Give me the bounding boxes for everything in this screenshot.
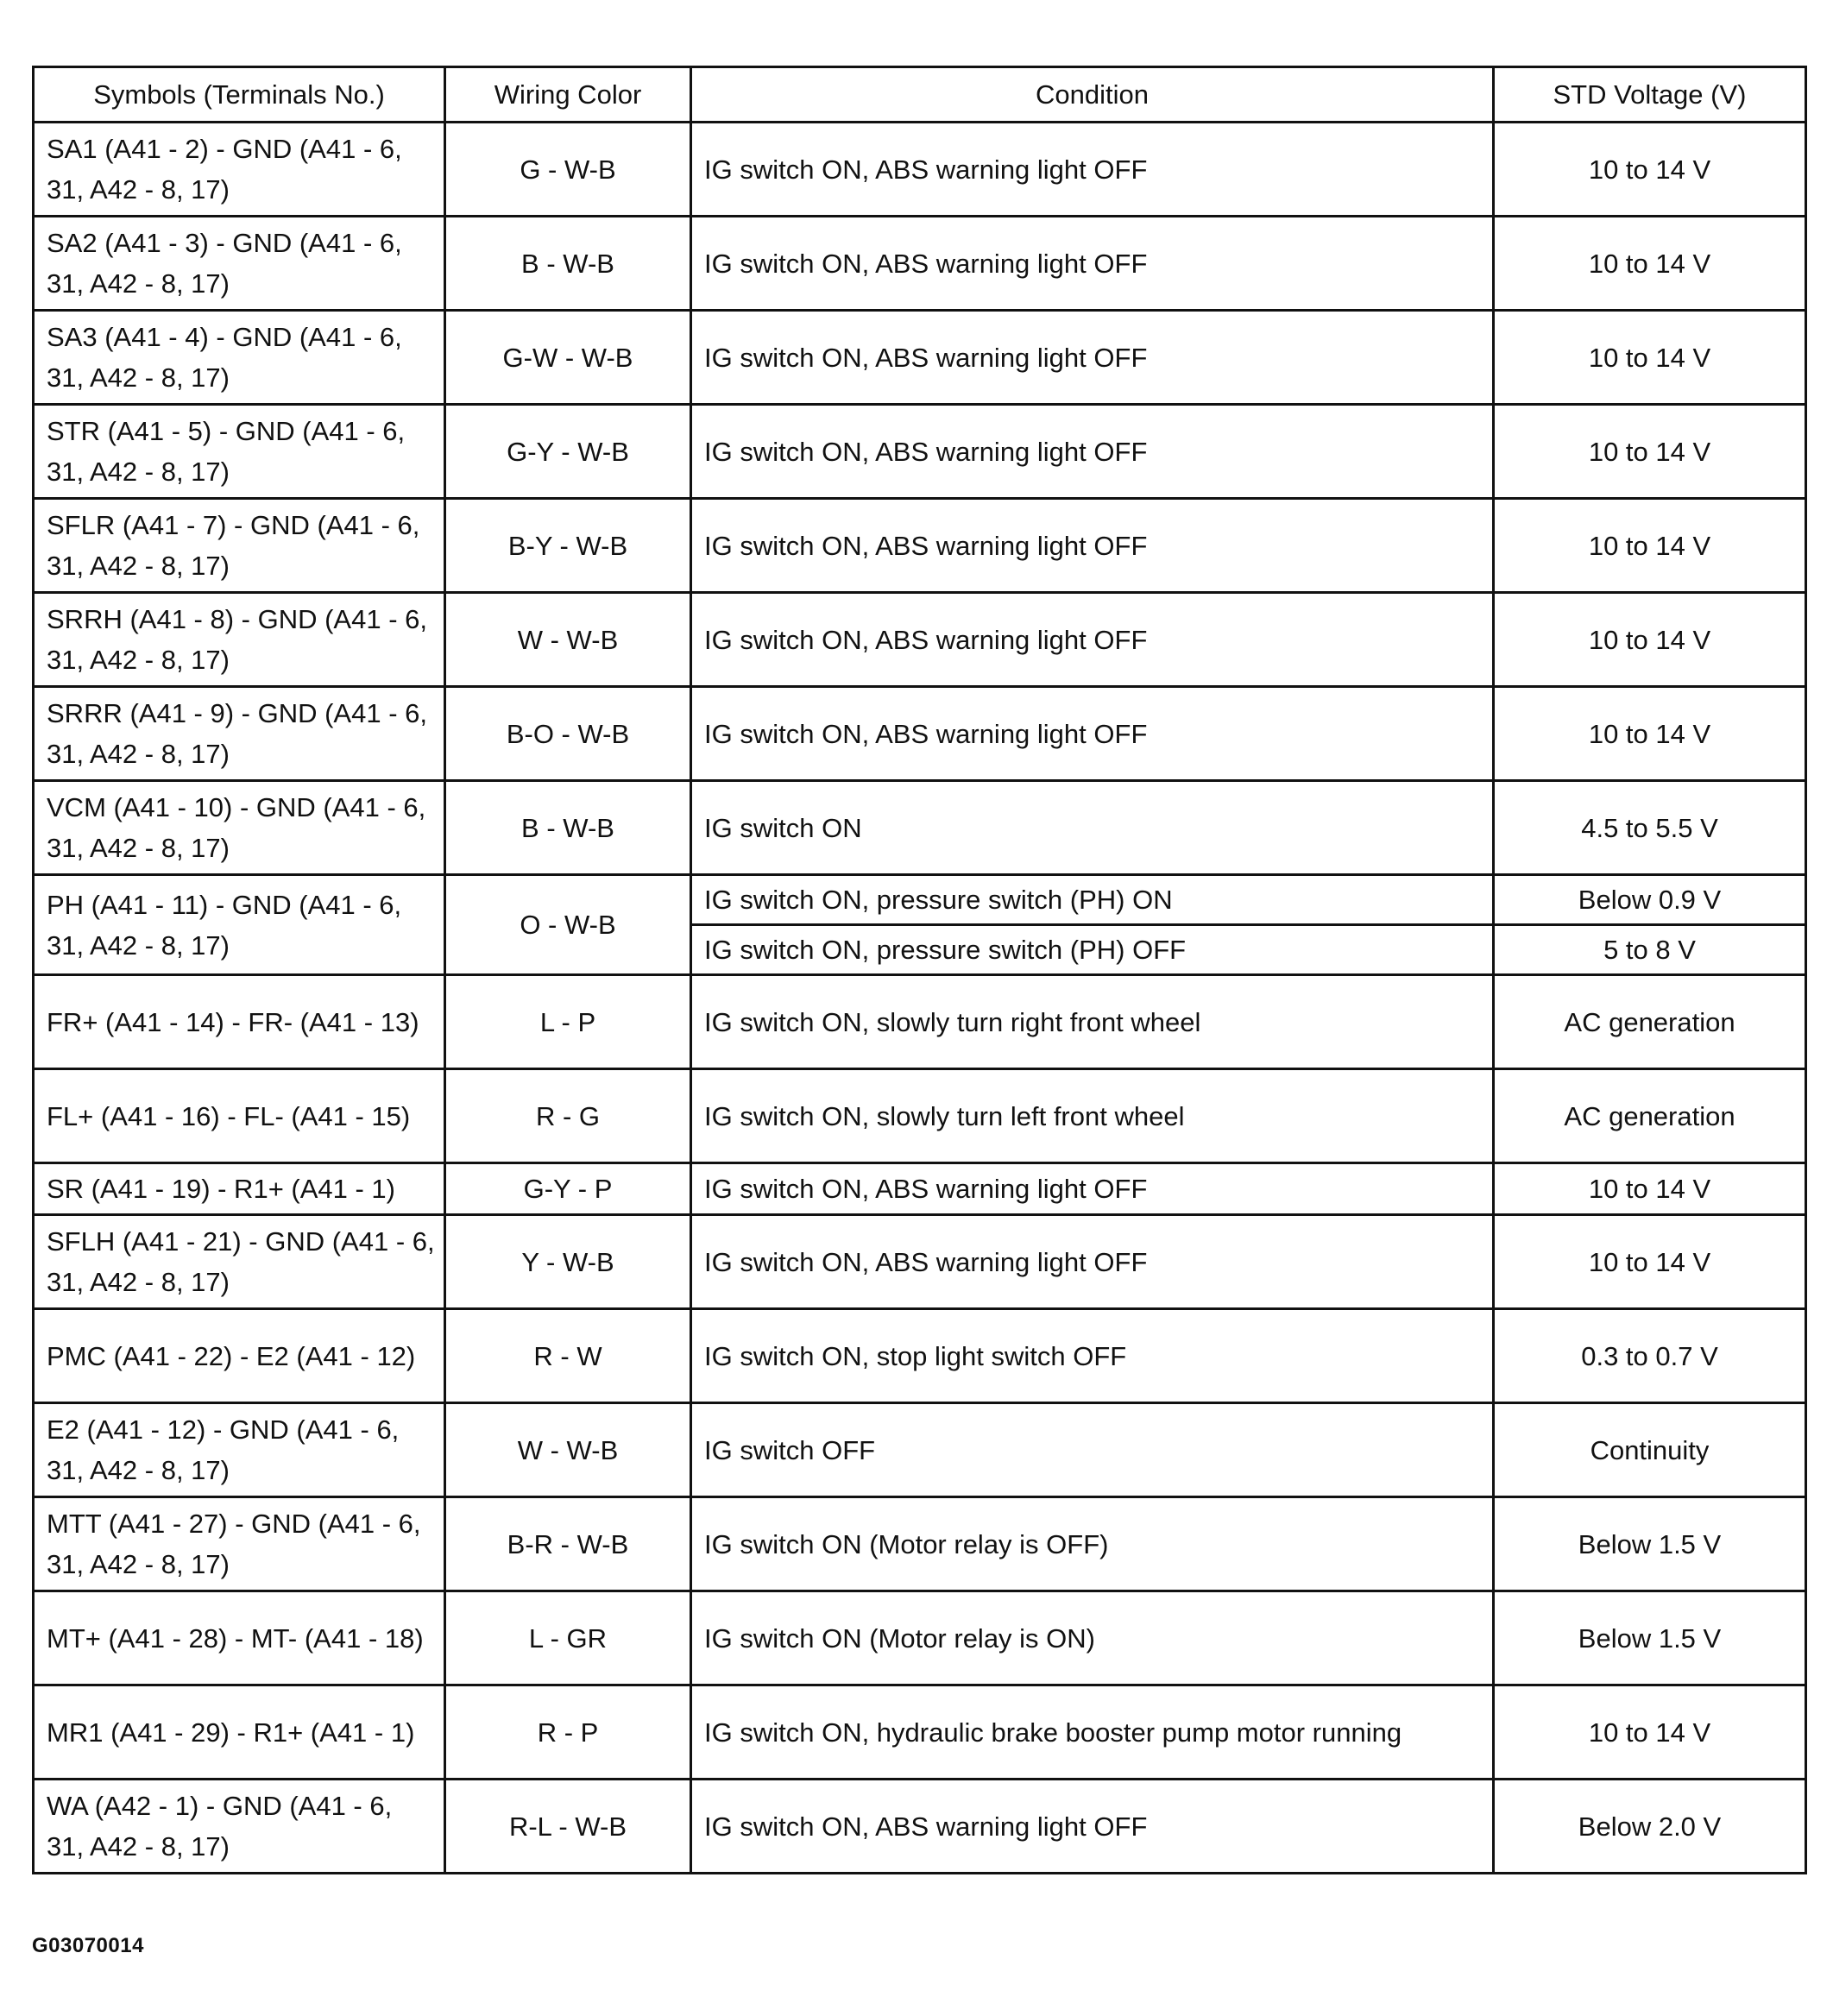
table-row [34,1069,1806,1163]
condition-cell: IG switch ON, ABS warning light OFF [691,1780,1494,1874]
table-row [34,593,1806,687]
std-voltage-cell: AC generation [1494,975,1806,1069]
std-voltage-cell: 10 to 14 V [1494,687,1806,781]
condition-cell: IG switch ON, ABS warning light OFF [691,1215,1494,1309]
wiring-color-cell: B - W-B [445,217,691,311]
wiring-color-cell: L - P [445,975,691,1069]
std-voltage-cell: 10 to 14 V [1494,1215,1806,1309]
wiring-color-cell: G-W - W-B [445,311,691,405]
table-row [34,1163,1806,1215]
wiring-color-cell: G-Y - P [445,1163,691,1215]
symbol-cell: MT+ (A41 - 28) - MT- (A41 - 18) [34,1591,445,1685]
table-row [34,975,1806,1069]
symbol-cell: SRRH (A41 - 8) - GND (A41 - 6, 31, A42 - 8, 17) [34,593,445,687]
symbol-cell: STR (A41 - 5) - GND (A41 - 6, 31, A42 - 8, 17) [34,405,445,499]
symbol-cell: MTT (A41 - 27) - GND (A41 - 6, 31, A42 - 8, 17) [34,1497,445,1591]
wiring-color-cell: R - G [445,1069,691,1163]
condition-cell: IG switch ON, ABS warning light OFF [691,499,1494,593]
std-voltage-cell: Below 2.0 V [1494,1780,1806,1874]
header-symbols: Symbols (Terminals No.) [34,67,445,123]
symbol-cell: PMC (A41 - 22) - E2 (A41 - 12) [34,1309,445,1403]
symbol-cell: SFLR (A41 - 7) - GND (A41 - 6, 31, A42 - 8, 17) [34,499,445,593]
symbol-cell: SA3 (A41 - 4) - GND (A41 - 6, 31, A42 - 8, 17) [34,311,445,405]
wiring-color-cell: G - W-B [445,123,691,217]
table-row [34,781,1806,875]
condition-cell: IG switch ON, ABS warning light OFF [691,123,1494,217]
condition-cell: IG switch ON, pressure switch (PH) ON [691,875,1494,925]
wiring-color-cell: B-O - W-B [445,687,691,781]
std-voltage-cell: 10 to 14 V [1494,405,1806,499]
std-voltage-cell: Below 1.5 V [1494,1591,1806,1685]
condition-cell: IG switch ON, ABS warning light OFF [691,217,1494,311]
table-row [34,1591,1806,1685]
symbol-cell: SA2 (A41 - 3) - GND (A41 - 6, 31, A42 - 8, 17) [34,217,445,311]
std-voltage-cell: Below 0.9 V [1494,875,1806,925]
table-row [34,1215,1806,1309]
symbol-cell: WA (A42 - 1) - GND (A41 - 6, 31, A42 - 8, 17) [34,1780,445,1874]
table-row [34,1497,1806,1591]
header-row [34,67,1806,123]
std-voltage-cell: 0.3 to 0.7 V [1494,1309,1806,1403]
condition-cell: IG switch ON, hydraulic brake booster pump motor running [691,1685,1494,1780]
wiring-color-cell: R-L - W-B [445,1780,691,1874]
wiring-color-cell: R - P [445,1685,691,1780]
std-voltage-cell: 10 to 14 V [1494,499,1806,593]
symbol-cell: E2 (A41 - 12) - GND (A41 - 6, 31, A42 - 8, 17) [34,1403,445,1497]
table-row [34,311,1806,405]
condition-cell: IG switch ON, ABS warning light OFF [691,1163,1494,1215]
condition-cell: IG switch ON (Motor relay is ON) [691,1591,1494,1685]
symbol-cell: VCM (A41 - 10) - GND (A41 - 6, 31, A42 - 8, 17) [34,781,445,875]
terminal-voltage-table [32,66,1807,1874]
table-body [34,123,1806,1874]
wiring-color-cell: W - W-B [445,1403,691,1497]
condition-cell: IG switch OFF [691,1403,1494,1497]
wiring-color-cell: B-Y - W-B [445,499,691,593]
symbol-cell: SFLH (A41 - 21) - GND (A41 - 6, 31, A42 - 8, 17) [34,1215,445,1309]
condition-cell: IG switch ON, slowly turn left front wheel [691,1069,1494,1163]
std-voltage-cell: 10 to 14 V [1494,1685,1806,1780]
condition-cell: IG switch ON (Motor relay is OFF) [691,1497,1494,1591]
table-row [34,499,1806,593]
table-row [34,217,1806,311]
symbol-cell: PH (A41 - 11) - GND (A41 - 6, 31, A42 - 8, 17) [34,875,445,975]
wiring-color-cell: G-Y - W-B [445,405,691,499]
wiring-color-cell: B - W-B [445,781,691,875]
header-condition: Condition [691,67,1494,123]
table-row [34,1685,1806,1780]
table-row [34,405,1806,499]
condition-cell: IG switch ON, ABS warning light OFF [691,311,1494,405]
condition-cell: IG switch ON, ABS warning light OFF [691,593,1494,687]
table-row [34,687,1806,781]
wiring-color-cell: O - W-B [445,875,691,975]
wiring-color-cell: W - W-B [445,593,691,687]
symbol-cell: FL+ (A41 - 16) - FL- (A41 - 15) [34,1069,445,1163]
condition-cell: IG switch ON, slowly turn right front wheel [691,975,1494,1069]
table-row [34,1309,1806,1403]
std-voltage-cell: 10 to 14 V [1494,1163,1806,1215]
table-row [34,1403,1806,1497]
std-voltage-cell: 10 to 14 V [1494,217,1806,311]
condition-cell: IG switch ON, stop light switch OFF [691,1309,1494,1403]
std-voltage-cell: 5 to 8 V [1494,925,1806,975]
table-row [34,1780,1806,1874]
std-voltage-cell: 10 to 14 V [1494,123,1806,217]
figure-id: G03070014 [32,1934,144,1957]
header-std-voltage: STD Voltage (V) [1494,67,1806,123]
condition-cell: IG switch ON, pressure switch (PH) OFF [691,925,1494,975]
std-voltage-cell: 10 to 14 V [1494,311,1806,405]
wiring-color-cell: B-R - W-B [445,1497,691,1591]
table-row [34,875,1806,925]
symbol-cell: SA1 (A41 - 2) - GND (A41 - 6, 31, A42 - 8, 17) [34,123,445,217]
std-voltage-cell: Continuity [1494,1403,1806,1497]
symbol-cell: FR+ (A41 - 14) - FR- (A41 - 13) [34,975,445,1069]
header-wiring-color: Wiring Color [445,67,691,123]
std-voltage-cell: 4.5 to 5.5 V [1494,781,1806,875]
std-voltage-cell: AC generation [1494,1069,1806,1163]
condition-cell: IG switch ON, ABS warning light OFF [691,687,1494,781]
symbol-cell: SRRR (A41 - 9) - GND (A41 - 6, 31, A42 - 8, 17) [34,687,445,781]
condition-cell: IG switch ON, ABS warning light OFF [691,405,1494,499]
condition-cell: IG switch ON [691,781,1494,875]
symbol-cell: MR1 (A41 - 29) - R1+ (A41 - 1) [34,1685,445,1780]
wiring-color-cell: R - W [445,1309,691,1403]
std-voltage-cell: Below 1.5 V [1494,1497,1806,1591]
wiring-color-cell: L - GR [445,1591,691,1685]
symbol-cell: SR (A41 - 19) - R1+ (A41 - 1) [34,1163,445,1215]
wiring-color-cell: Y - W-B [445,1215,691,1309]
std-voltage-cell: 10 to 14 V [1494,593,1806,687]
table-row [34,123,1806,217]
